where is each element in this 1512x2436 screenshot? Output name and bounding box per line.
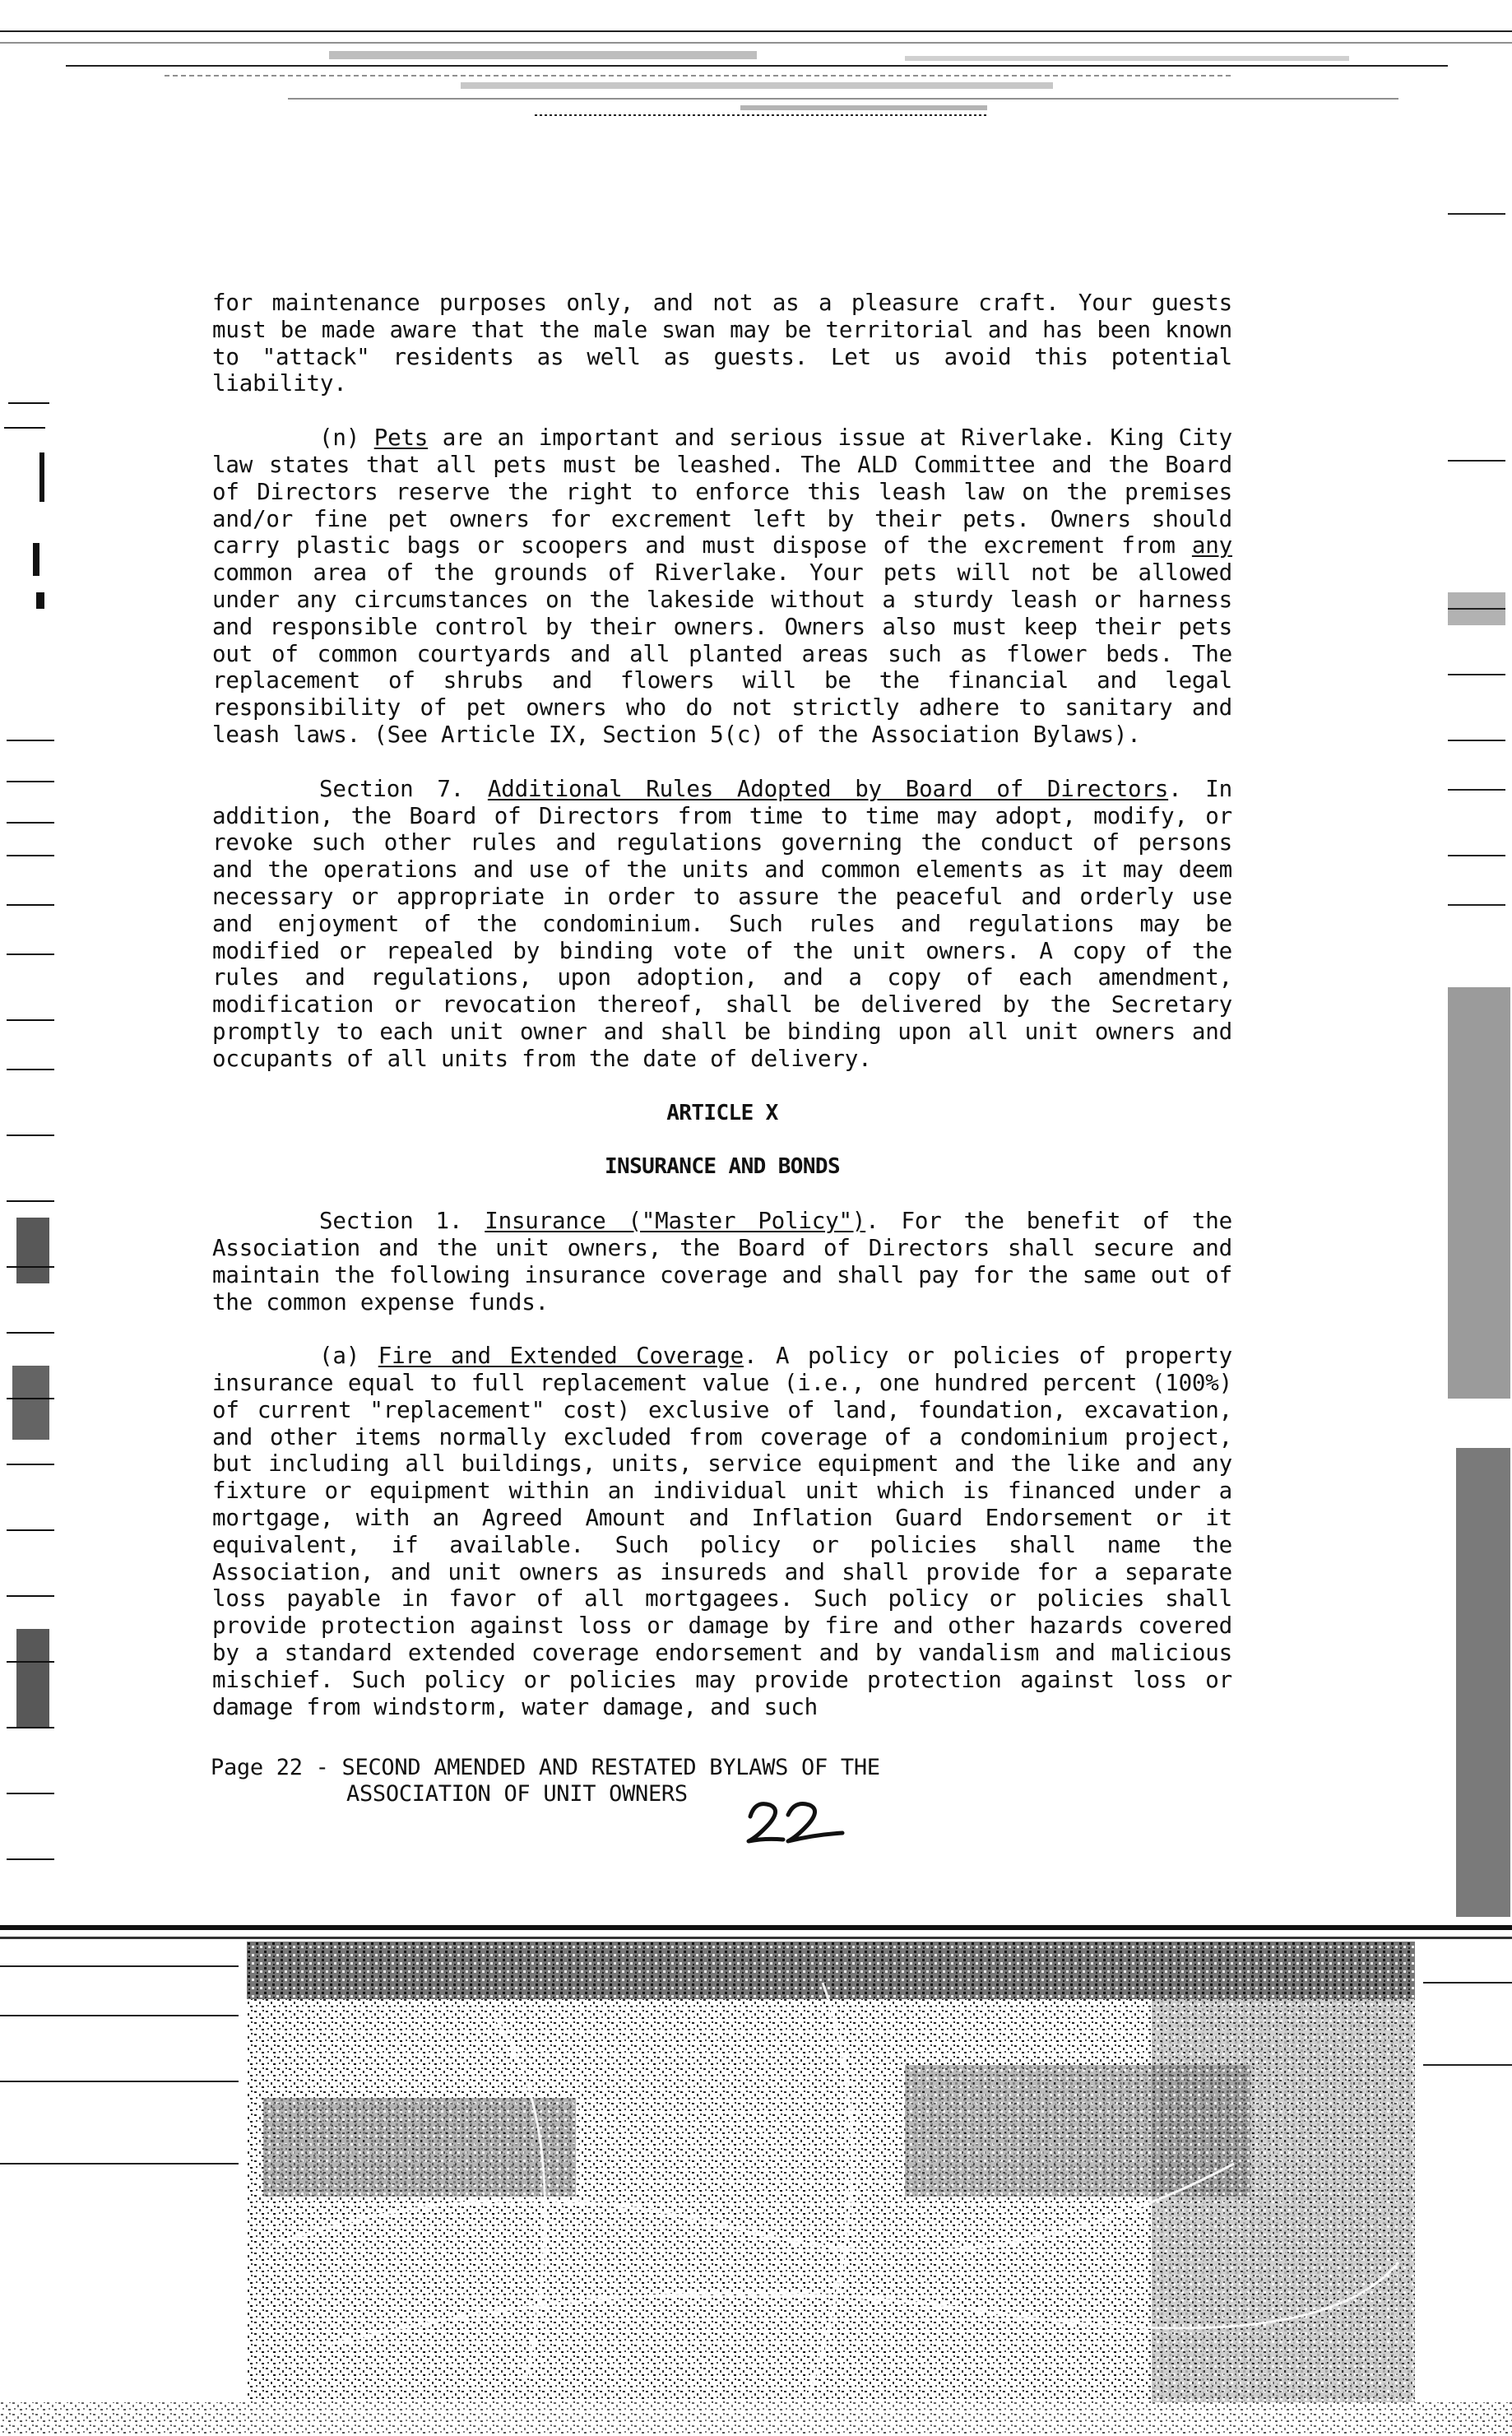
scan-right-artifact <box>1431 165 1512 1974</box>
pets-text: are an important and serious issue at Riverlake. King City law states that all pets must be leashed. The ALD Committee and the Board of Directors reserve the right to enforce this leash law on the premises and/or fine pet owners for excrement left by their pets. Owners should carry plastic bags or scoopers and must dispose of the excrement from <box>212 425 1232 559</box>
paragraph-intro: for maintenance purposes only, and not as a pleasure craft. Your guests must be made aware that the male swan may be territorial and has been known to "attack" residents as well as guests. Let us avoid this potential liability. <box>212 290 1232 397</box>
document-body <box>212 290 1232 1720</box>
section-7-number: Section 7. <box>319 775 488 802</box>
handwritten-page-number <box>740 1792 856 1849</box>
scan-top-artifact <box>0 0 1512 144</box>
pets-prefix: (n) <box>319 425 374 452</box>
paragraph-section-7 <box>212 776 1232 1073</box>
section-1-number: Section 1. <box>319 1208 485 1235</box>
pets-any: any <box>1191 532 1232 559</box>
paragraph-section-1 <box>212 1208 1232 1315</box>
section-7-body: . In addition, the Board of Directors from time to time may adopt, modify, or revoke such other rules and regulations governing the conduct of persons and the operations and use of the units and common elements as it may deem necessary or appropriate in order to assure the peaceful and orderly use and enjoyment of the condominium. Such rules and regulations may be modified or repealed by binding vote of the unit owners. A copy of the rules and regulations, upon adoption, and a copy of each amendment, modification or revocation thereof, shall be delivered by the Secretary promptly to each unit owner and shall be binding upon all unit owners and occupants of all units from the date of delivery. <box>212 775 1232 1072</box>
fire-prefix: (a) <box>319 1343 378 1370</box>
fire-title: Fire and Extended Coverage <box>378 1343 744 1370</box>
section-7-title: Additional Rules Adopted by Board of Directors <box>487 775 1169 802</box>
article-heading: ARTICLE X <box>666 1100 778 1125</box>
section-1-body: . For the benefit of the Association and the unit owners, the Board of Directors shall secure and maintain the following insurance coverage and shall pay for the same out of the common expense funds. <box>212 1208 1232 1315</box>
section-1-title: Insurance ("Master Policy") <box>485 1208 866 1235</box>
scan-bottom-noise <box>0 1917 1512 2436</box>
footer-line-2: ASSOCIATION OF UNIT OWNERS <box>346 1781 688 1807</box>
scan-left-artifact <box>0 395 58 1958</box>
article-subheading: INSURANCE AND BONDS <box>604 1154 840 1180</box>
footer-line-1: Page 22 - SECOND AMENDED AND RESTATED BYLAWS OF THE <box>211 1755 880 1780</box>
fire-body: . A policy or policies of property insurance equal to full replacement value (i.e., one hundred percent (100%) of current "replacement" cost) exclusive of land, foundation, excavation, and other items normally excluded from coverage of a condominium project, but including all buildings, units, service equipment and the like and any fixture or equipment within an individual unit which is financed under a mortgage, with an Agreed Amount and Inflation Guard Endorsement or it equivalent, if available. Such policy or policies shall name the Association, and unit owners as insureds and shall provide for a separate loss payable in favor of all mortgagees. Such policy or policies shall provide protection against loss or damage by fire and other hazards covered by a standard extended coverage endorsement and by vandalism and malicious mischief. Such policy or policies may provide protection against loss or damage from windstorm, water damage, and such <box>212 1343 1232 1720</box>
pets-text-rest: common area of the grounds of Riverlake. Your pets will not be allowed under any circumstances on the lakeside without a sturdy leash or harness and responsible control by their owners. Owners also must keep their pets out of common courtyards and all planted areas such as flower beds. The replacement of shrubs and flowers will be the financial and legal responsibility of pet owners who do not strictly adhere to sanitary and leash laws. (See Article IX, Section 5(c) of the Association Bylaws). <box>212 559 1232 748</box>
paragraph-pets <box>212 425 1232 749</box>
pets-term: Pets <box>373 425 429 452</box>
paragraph-fire-coverage <box>212 1343 1232 1720</box>
